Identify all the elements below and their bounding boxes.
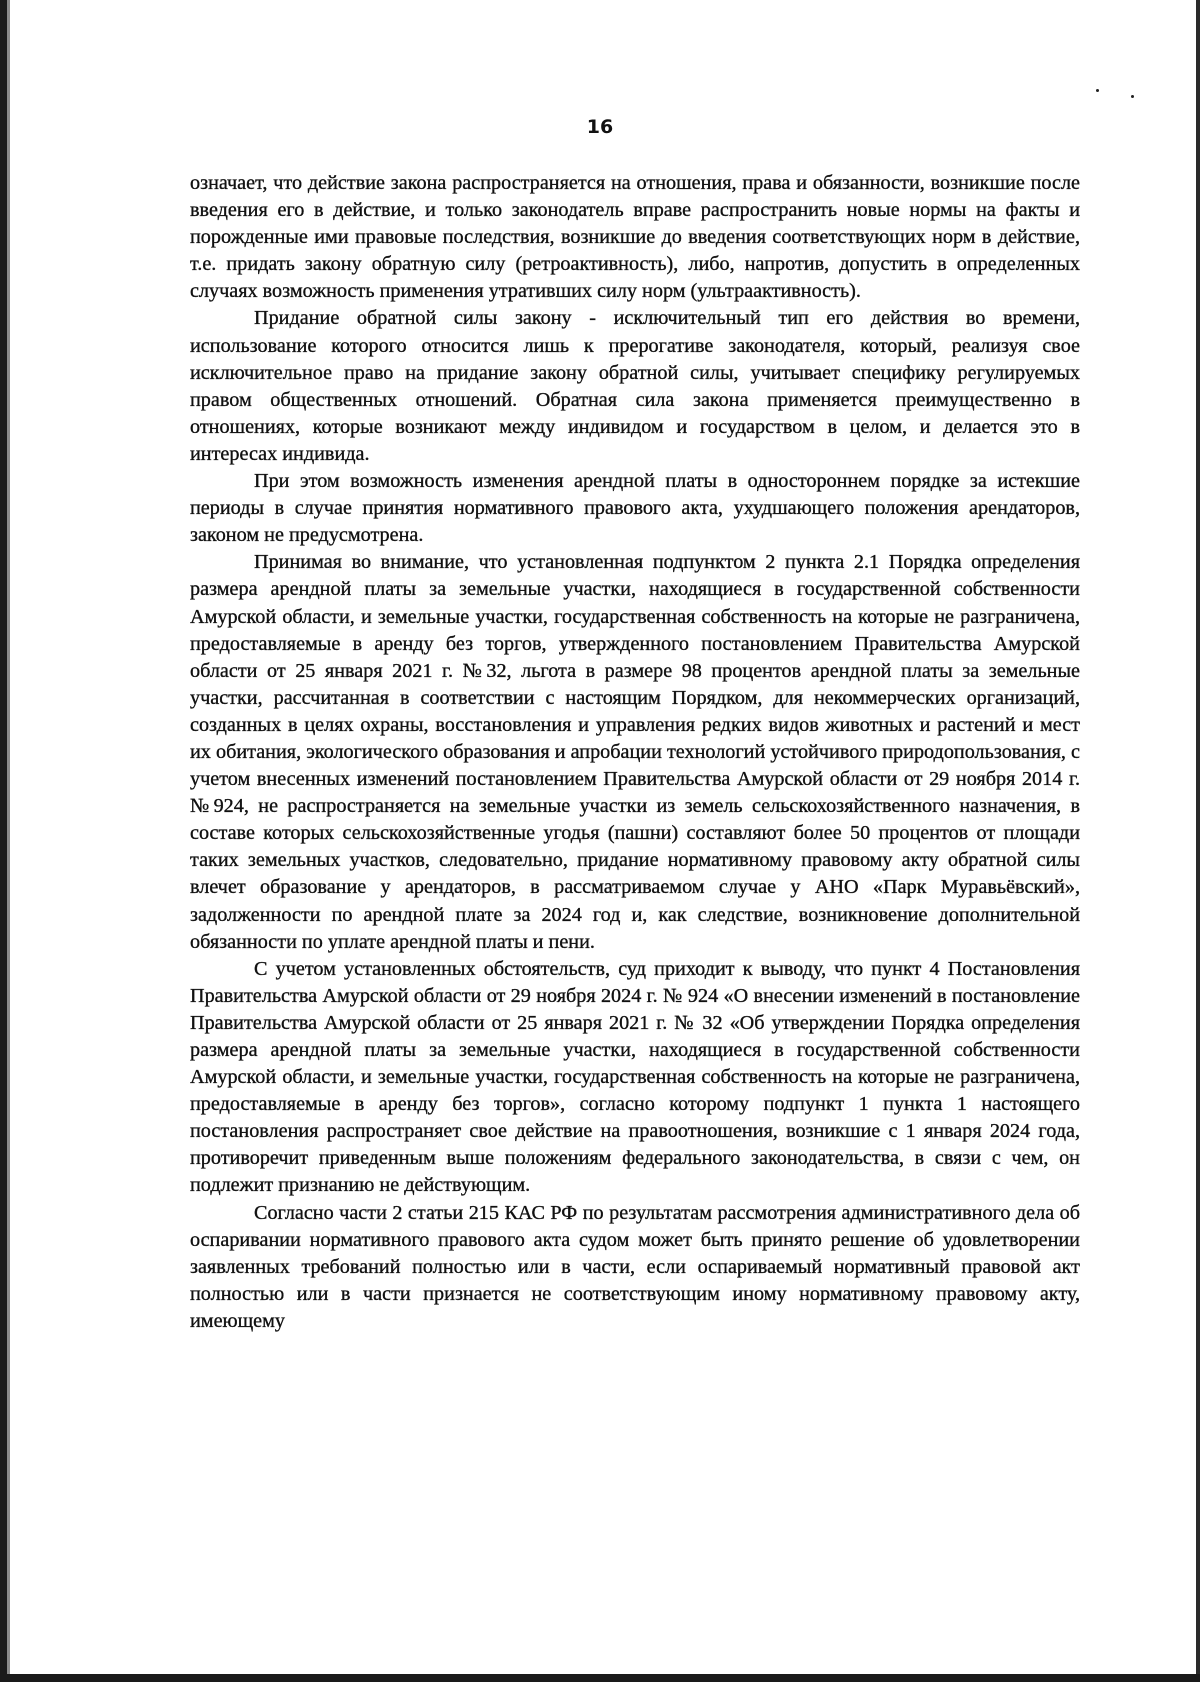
paragraph-kas-article: Согласно части 2 статьи 215 КАС РФ по результатам рассмотрения административного дела об оспаривании нормативного правового акта судом может быть принято решение об удовлетворении заявленных требований полностью или в части, если оспариваемый нормативный правовой акт полностью или в части признается не соответствующим иному нормативному правовому акту, имеющему bbox=[190, 1201, 1080, 1332]
scan-border-left-shadow bbox=[7, 0, 10, 1682]
scan-speck bbox=[1096, 89, 1099, 92]
document-body bbox=[190, 170, 1080, 1335]
scan-speck bbox=[1131, 95, 1134, 98]
page-number: 16 bbox=[586, 116, 614, 138]
paragraph-rent-change: При этом возможность изменения арендной платы в одностороннем порядке за истекшие периоды в случае принятия нормативного правового акта, ухудшающего положения арендаторов, законом не предусмотрена. bbox=[190, 470, 1080, 547]
scan-border-bottom bbox=[0, 1674, 1200, 1682]
paragraph-court-conclusion: С учетом установленных обстоятельств, суд приходит к выводу, что пункт 4 Постановления Правительства Амурской области от 29 ноября 2024 г. № 924 «О внесении изменений в постановление Правительства Амурской области от 25 января 2021 г. № 32 «Об утверждении Порядка определения размера арендной платы за земельные участки, находящиеся в государственной собственности Амурской области, и земельные участки, государственная собственность на которые не разграничена, предоставляемые в аренду без торгов», согласно которому подпункт 1 пункта 1 настоящего постановления распространяет свое действие на правоотношения, возникшие с 1 января 2024 года, противоречит приведенным выше положениям федерального законодательства, в связи с чем, он подлежит признанию не действующим. bbox=[190, 957, 1080, 1197]
scan-border-left bbox=[0, 0, 7, 1682]
paragraph-benefit-analysis: Принимая во внимание, что установленная подпунктом 2 пункта 2.1 Порядка определения размера арендной платы за земельные участки, находящиеся в государственной собственности Амурской области, и земельные участки, государственная собственность на которые не разграничена, предоставляемые в аренду без торгов, утвержденного постановлением Правительства Амурской области от 25 января 2021 г. №32, льгота в размере 98 процентов арендной платы за земельные участки, рассчитанная в соответствии с настоящим Порядком, для некоммерческих организаций, созданных в целях охраны, восстановления и управления редких видов животных и растений и мест их обитания, экологического образования и апробации технологий устойчивого природопользования, с учетом внесенных изменений постановлением Правительства Амурской области от 29 ноября 2014 г. №924, не распространяется на земельные участки из земель сельскохозяйственного назначения, в составе которых сельскохозяйственные угодья (пашни) составляют более 50 процентов от площади таких земельных участков, следовательно, придание нормативному правовому акту обратной силы влечет образование у арендаторов, в рассматриваемом случае у АНО «Парк Муравьёвский», задолженности по арендной плате за 2024 год и, как следствие, возникновение дополнительной обязанности по уплате арендной платы и пени. bbox=[190, 551, 1080, 953]
paragraph-continuation: означает, что действие закона распространяется на отношения, права и обязанности, возникшие после введения его в действие, и только законодатель вправе распространить новые нормы на факты и порожденные ими правовые последствия, возникшие до введения соответствующих норм в действие, т.е. придать закону обратную силу (ретроактивность), либо, напротив, допустить в определенных случаях возможность применения утративших силу норм (ультраактивность). bbox=[190, 172, 1080, 303]
paragraph-retroactivity: Придание обратной силы закону - исключительный тип его действия во времени, использование которого относится лишь к прерогативе законодателя, который, реализуя свое исключительное право на придание закону обратной силы, учитывает специфику регулируемых правом общественных отношений. Обратная сила закона применяется преимущественно в отношениях, которые возникают между индивидом и государством в целом, и делается это в интересах индивида. bbox=[190, 307, 1080, 465]
scan-border-right bbox=[1196, 0, 1200, 1682]
